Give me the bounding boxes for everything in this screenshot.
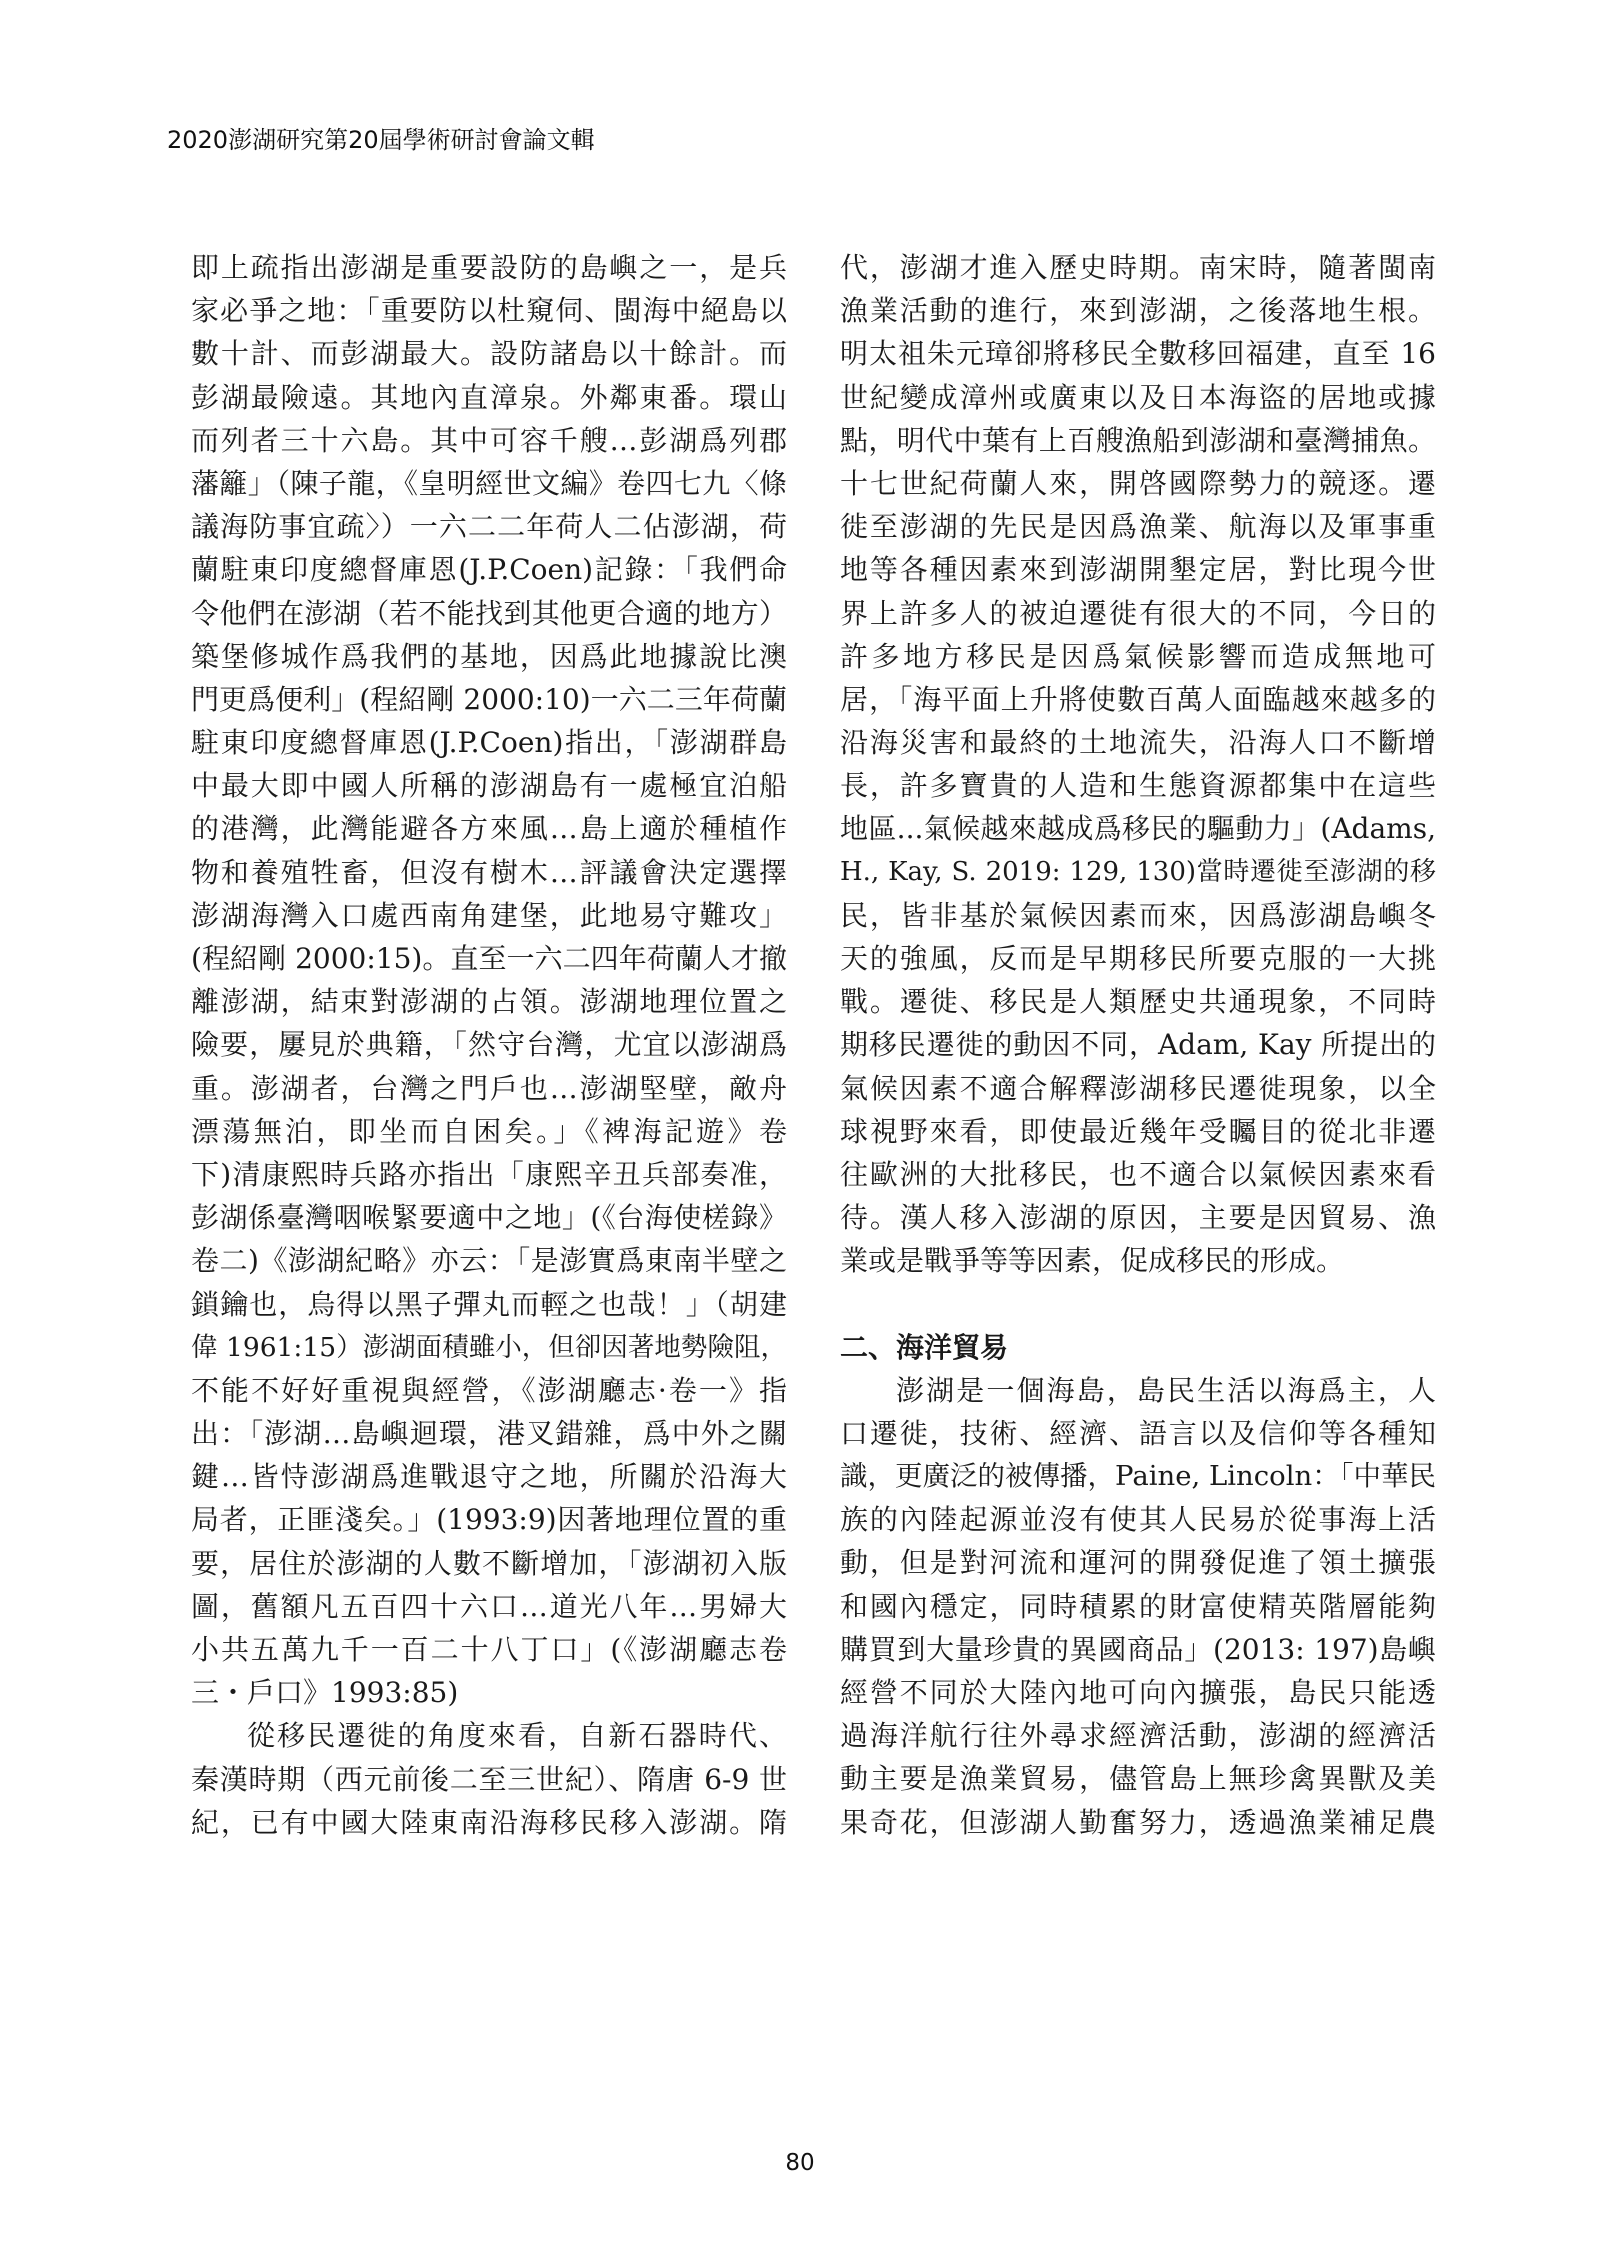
text-line: 鍵…皆恃澎湖爲進戰退守之地，所關於沿海大 xyxy=(191,1460,787,1494)
text-line: 地等各種因素來到澎湖開墾定居，對比現今世 xyxy=(840,553,1436,587)
text-line: 不能不好好重視與經營，《澎湖廳志·卷一》指 xyxy=(191,1373,787,1407)
text-line: 重。澎湖者，台灣之門戶也…澎湖堅壁，敵舟 xyxy=(191,1071,787,1105)
text-line: 居，「海平面上升將使數百萬人面臨越來越多的 xyxy=(840,682,1436,716)
text-line: 族的內陸起源並沒有使其人民易於從事海上活 xyxy=(840,1503,1436,1537)
text-line: 蘭駐東印度總督庫恩(J.P.Coen)記錄：「我們命 xyxy=(191,553,787,587)
text-line: 築堡修城作爲我們的基地，因爲此地據說比澳 xyxy=(191,639,787,673)
text-line: 小共五萬九千一百二十八丁口」(《澎湖廳志卷 xyxy=(191,1633,787,1666)
text-line: 離澎湖，結束對澎湖的占領。澎湖地理位置之 xyxy=(191,985,787,1019)
text-line: 許多地方移民是因爲氣候影響而造成無地可 xyxy=(840,639,1436,673)
text-line: 世紀變成漳州或廣東以及日本海盜的居地或據 xyxy=(840,380,1436,414)
text-line: 駐東印度總督庫恩(J.P.Coen)指出，「澎湖群島 xyxy=(191,726,787,760)
text-line: 彭湖最險遠。其地內直漳泉。外鄰東番。環山 xyxy=(191,380,787,414)
text-line: 動，但是對河流和運河的開發促進了領土擴張 xyxy=(840,1546,1436,1580)
text-line: 藩籬」（陳子龍，《皇明經世文編》卷四七九〈條 xyxy=(191,466,787,500)
text-line: 和國內穩定，同時積累的財富使精英階層能夠 xyxy=(840,1589,1436,1623)
text-line: 民，皆非基於氣候因素而來，因爲澎湖島嶼冬 xyxy=(840,898,1436,932)
text-line: 點，明代中葉有上百艘漁船到澎湖和臺灣捕魚。 xyxy=(840,423,1436,457)
text-line: 秦漢時期（西元前後二至三世紀）、隋唐 6-9 世 xyxy=(191,1762,787,1796)
right-column xyxy=(840,246,1436,1844)
text-line: 即上疏指出澎湖是重要設防的島嶼之一，是兵 xyxy=(191,251,787,284)
section-spacer xyxy=(840,1283,1436,1326)
text-line: 徙至澎湖的先民是因爲漁業、航海以及軍事重 xyxy=(840,510,1436,544)
text-line: 卷二)《澎湖紀略》亦云：「是澎實爲東南半壁之 xyxy=(191,1244,787,1278)
text-line: 紀，已有中國大陸東南沿海移民移入澎湖。隋 xyxy=(191,1805,787,1839)
text-line: 物和養殖牲畜，但沒有樹木…評議會決定選擇 xyxy=(191,855,787,889)
text-line: 明太祖朱元璋卻將移民全數移回福建，直至 16 xyxy=(840,337,1436,371)
text-line: 期移民遷徙的動因不同，Adam, Kay 所提出的 xyxy=(840,1028,1436,1062)
text-line: 家必爭之地：「重要防以杜窺伺、閩海中絕島以 xyxy=(191,294,787,328)
text-line: 中最大即中國人所稱的澎湖島有一處極宜泊船 xyxy=(191,769,787,803)
text-line: 界上許多人的被迫遷徙有很大的不同，今日的 xyxy=(840,596,1436,630)
left-column xyxy=(191,246,787,1844)
text-line: 下)清康熙時兵路亦指出「康熙辛丑兵部奏准， xyxy=(191,1157,787,1191)
text-line: 鎖鑰也，烏得以黑子彈丸而輕之也哉！」（胡建 xyxy=(191,1287,787,1321)
text-line: 偉 1961:15）澎湖面積雖小，但卻因著地勢險阻， xyxy=(191,1331,787,1363)
text-line: 戰。遷徙、移民是人類歷史共通現象，不同時 xyxy=(840,985,1436,1019)
text-line: 圖，舊額凡五百四十六口…道光八年…男婦大 xyxy=(191,1589,787,1623)
paragraph-first-line: 從移民遷徙的角度來看，自新石器時代、 xyxy=(247,1719,787,1753)
text-line: 彭湖係臺灣咽喉緊要適中之地」(《台海使槎錄》 xyxy=(191,1201,787,1235)
text-line: 議海防事宜疏〉）一六二二年荷人二佔澎湖，荷 xyxy=(191,510,787,544)
text-line: 漂蕩無泊，即坐而自困矣。」《裨海記遊》卷 xyxy=(191,1114,787,1148)
text-line: 口遷徙，技術、經濟、語言以及信仰等各種知 xyxy=(840,1416,1436,1450)
text-line: 業或是戰爭等等因素，促成移民的形成。 xyxy=(840,1244,1345,1278)
paragraph-first-line: 澎湖是一個海島，島民生活以海爲主，人 xyxy=(896,1373,1436,1407)
text-line: 三・戶口》1993:85) xyxy=(191,1676,459,1710)
text-line: 天的強風，反而是早期移民所要克服的一大挑 xyxy=(840,942,1436,975)
text-line: 漁業活動的進行，來到澎湖，之後落地生根。 xyxy=(840,294,1436,328)
text-line: 十七世紀荷蘭人來，開啓國際勢力的競逐。遷 xyxy=(840,466,1436,500)
text-line: 沿海災害和最終的土地流失，沿海人口不斷增 xyxy=(840,726,1436,760)
text-line: 經營不同於大陸內地可向內擴張，島民只能透 xyxy=(840,1676,1436,1709)
text-line: H., Kay, S. 2019: 129, 130)當時遷徙至澎湖的移 xyxy=(840,856,1436,887)
text-line: 往歐洲的大批移民，也不適合以氣候因素來看 xyxy=(840,1157,1436,1191)
text-line: 過海洋航行往外尋求經濟活動，澎湖的經濟活 xyxy=(840,1719,1436,1753)
text-line: 而列者三十六島。其中可容千艘…彭湖爲列郡 xyxy=(191,423,787,457)
text-line: 待。漢人移入澎湖的原因，主要是因貿易、漁 xyxy=(840,1201,1436,1235)
text-line: 購買到大量珍貴的異國商品」(2013: 197)島嶼 xyxy=(840,1632,1436,1666)
text-line: 險要，屢見於典籍，「然守台灣，尤宜以澎湖爲 xyxy=(191,1028,787,1062)
text-line: 動主要是漁業貿易，儘管島上無珍禽異獸及美 xyxy=(840,1762,1436,1796)
text-line: 識，更廣泛的被傳播，Paine, Lincoln：「中華民 xyxy=(840,1460,1436,1493)
text-line: 局者，正匪淺矣。」(1993:9)因著地理位置的重 xyxy=(191,1503,787,1537)
text-line: 出：「澎湖…島嶼迴環，港叉錯雜，爲中外之關 xyxy=(191,1417,787,1451)
running-title: 2020澎湖研究第20屆學術研討會論文輯 xyxy=(167,126,595,154)
section-heading: 二、海洋貿易 xyxy=(840,1330,1009,1364)
text-line: 澎湖海灣入口處西南角建堡，此地易守難攻」 xyxy=(191,898,787,932)
text-line: 果奇花，但澎湖人勤奮努力，透過漁業補足農 xyxy=(840,1805,1436,1839)
text-line: 令他們在澎湖（若不能找到其他更合適的地方） xyxy=(191,596,787,630)
text-line: 長，許多寶貴的人造和生態資源都集中在這些 xyxy=(840,769,1436,803)
text-line: 代，澎湖才進入歷史時期。南宋時，隨著閩南 xyxy=(840,251,1436,284)
text-line: 球視野來看，即使最近幾年受矚目的從北非遷 xyxy=(840,1114,1436,1148)
page-number: 80 xyxy=(785,2150,815,2176)
text-line: 數十計、而彭湖最大。設防諸島以十餘計。而 xyxy=(191,337,787,371)
text-line: 地區...氣候越來越成爲移民的驅動力」(Adams, xyxy=(840,812,1436,846)
text-line: 的港灣，此灣能避各方來風…島上適於種植作 xyxy=(191,812,787,846)
text-line: 氣候因素不適合解釋澎湖移民遷徙現象，以全 xyxy=(840,1071,1436,1105)
text-line: (程紹剛 2000:15)。直至一六二四年荷蘭人才撤 xyxy=(191,942,787,975)
text-line: 要，居住於澎湖的人數不斷增加，「澎湖初入版 xyxy=(191,1546,787,1580)
text-line: 門更爲便利」(程紹剛 2000:10)一六二三年荷蘭 xyxy=(191,682,787,716)
